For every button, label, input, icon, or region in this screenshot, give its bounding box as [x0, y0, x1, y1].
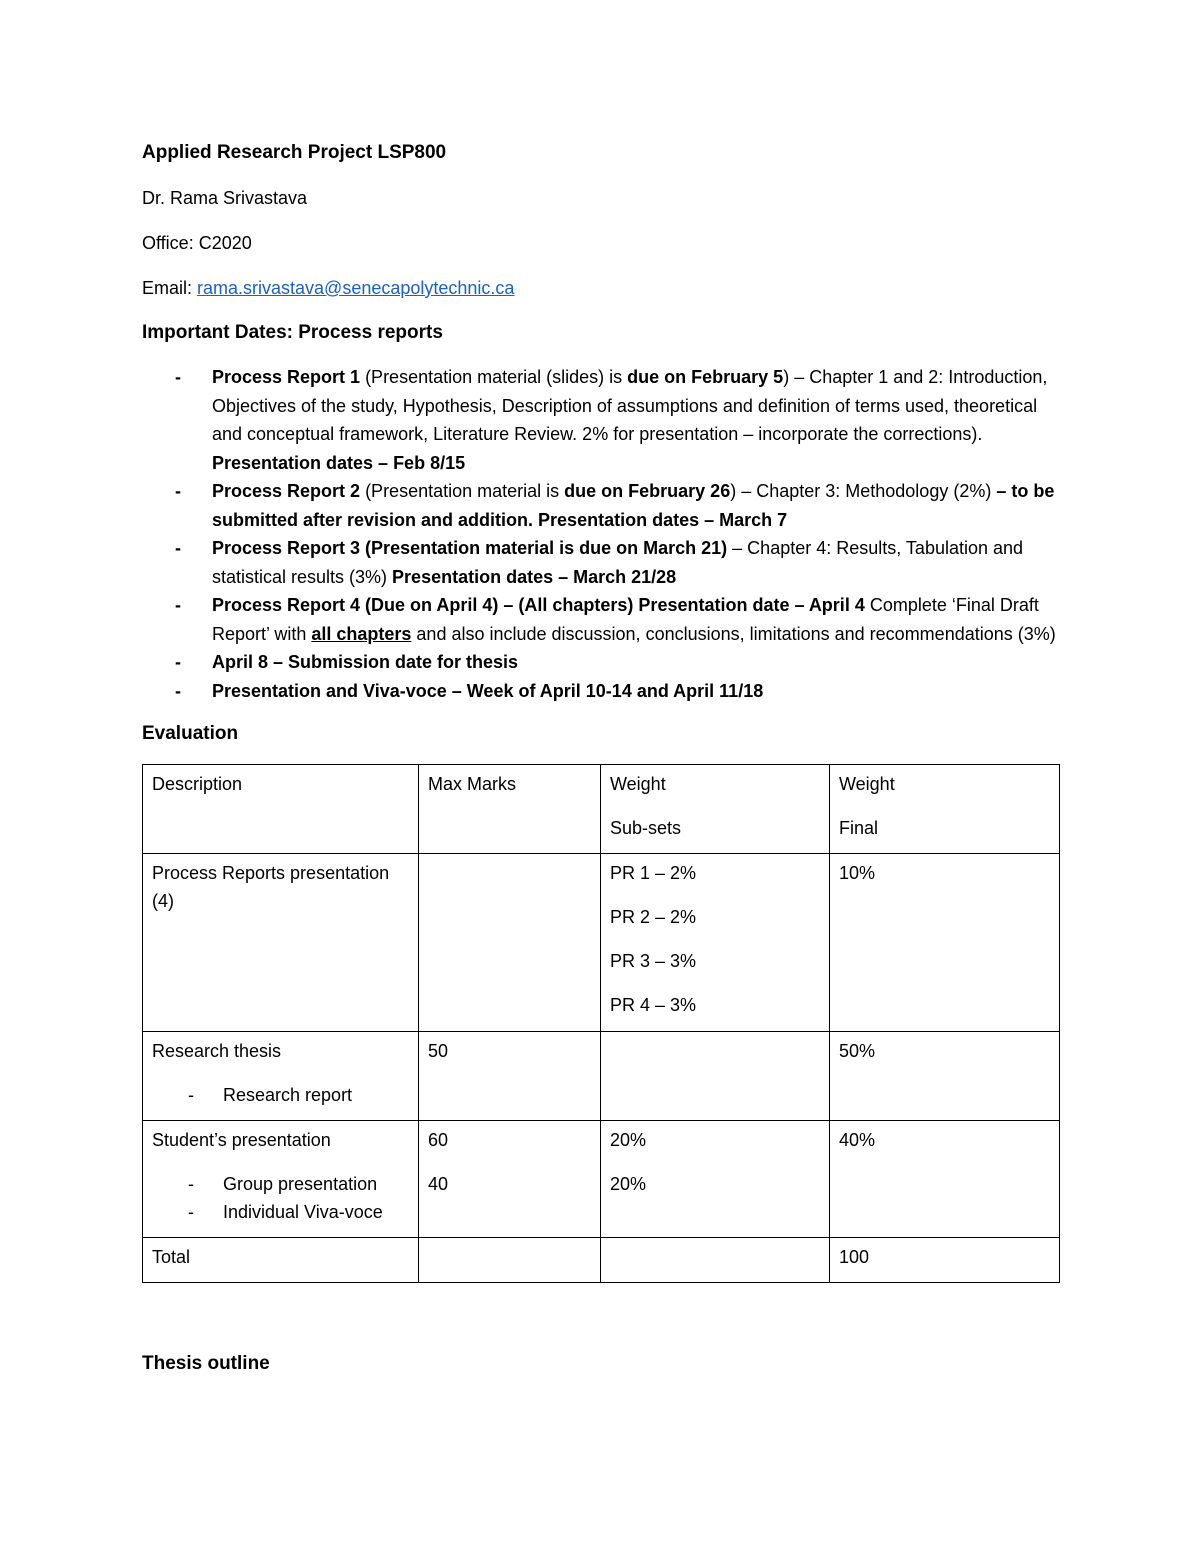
- table-row: Process Reports presentation (4) PR 1 – 2% PR 2 – 2% PR 3 – 3% PR 4 – 3% 10%: [143, 854, 1060, 1032]
- email-link[interactable]: rama.srivastava@senecapolytechnic.ca: [197, 278, 515, 298]
- evaluation-table: [142, 764, 1060, 1283]
- table-row: Student’s presentation - Group presentation - Individual Viva-voce 60 40 20% 20% 40%: [143, 1121, 1060, 1238]
- thesis-outline-heading: Thesis outline: [142, 1353, 270, 1374]
- document-title: Applied Research Project LSP800: [142, 142, 447, 163]
- dates-list: [142, 363, 1062, 705]
- table-header-row: [143, 765, 1060, 854]
- table-row-total: Total 100: [143, 1238, 1060, 1283]
- email-label: Email:: [142, 278, 198, 298]
- list-item: - Process Report 4 (Due on April 4) – (All chapters) Presentation date – April 4 Complete ‘Final Draft Report’ with all chapters and also include discussion, conclusions, limitations and recommendations (3%): [175, 595, 1056, 644]
- dates-heading: Important Dates: Process reports: [142, 322, 443, 343]
- row-description: Student’s presentation: [152, 1130, 331, 1150]
- table-row: Research thesis - Research report 50 50%: [143, 1032, 1060, 1121]
- list-item: - Presentation and Viva-voce – Week of April 10-14 and April 11/18: [175, 680, 764, 701]
- header-max-marks: Max Marks: [419, 765, 601, 854]
- office-info: Office: C2020: [142, 233, 252, 253]
- header-description: Description: [143, 765, 419, 854]
- header-weight-final: Weight Final: [830, 765, 1060, 854]
- document-page: [142, 140, 1062, 1283]
- evaluation-heading: Evaluation: [142, 723, 239, 744]
- header-weight-subsets: Weight Sub-sets: [601, 765, 830, 854]
- instructor-name: Dr. Rama Srivastava: [142, 188, 308, 208]
- list-item: - April 8 – Submission date for thesis: [175, 652, 519, 672]
- row-description: Research thesis: [152, 1041, 282, 1061]
- list-item: - Process Report 1 (Presentation material (slides) is due on February 5) – Chapter 1 and 2: Introduction, Objectives of the study, Hypothesis, Description of assumptions and definition of terms used, theoretical and conceptual framework, Literature Review. 2% for presentation – incorporate the corrections). Presentation dates – Feb 8/15: [175, 367, 1048, 473]
- email-line: [142, 275, 1062, 301]
- list-item: - Process Report 2 (Presentation material is due on February 26) – Chapter 3: Methodology (2%) – to be submitted after revision and addition. Presentation dates – March 7: [175, 481, 1055, 530]
- row-description: Process Reports presentation (4): [152, 863, 390, 911]
- list-item: - Process Report 3 (Presentation material is due on March 21) – Chapter 4: Results, Tabulation and statistical results (3%) Presentation dates – March 21/28: [175, 538, 1024, 587]
